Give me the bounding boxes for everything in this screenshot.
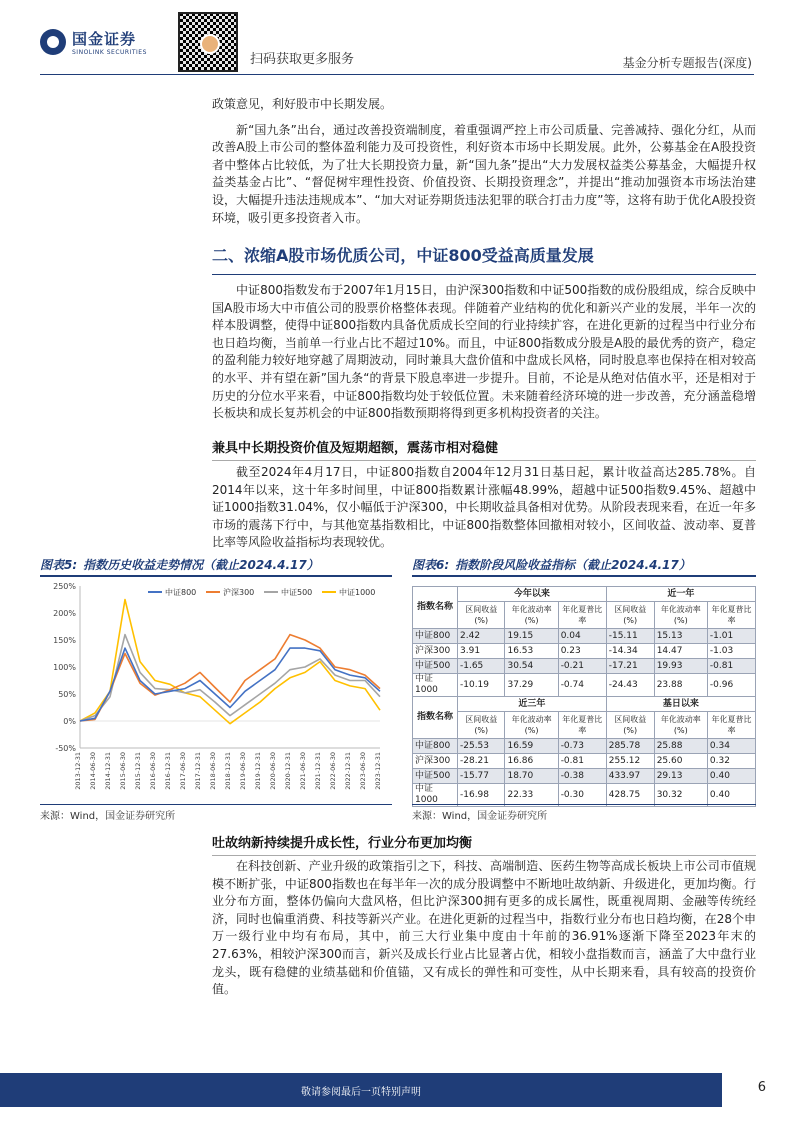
- value-cell: 285.78: [606, 739, 654, 754]
- x-tick-label: 2023-06-30: [359, 752, 367, 790]
- index-name-cell: 中证1000: [413, 784, 458, 807]
- subsection-1-text-block: [212, 464, 756, 552]
- x-tick-label: 2017-06-30: [179, 752, 187, 790]
- value-cell: 37.29: [505, 674, 558, 697]
- header-divider: [40, 74, 754, 75]
- value-cell: -0.30: [558, 784, 606, 807]
- value-cell: 428.75: [606, 784, 654, 807]
- page-header: [0, 0, 794, 80]
- x-tick-label: 2018-06-30: [209, 752, 217, 790]
- value-cell: 0.32: [707, 754, 755, 769]
- value-cell: 16.53: [505, 644, 558, 659]
- page-number: 6: [757, 1080, 766, 1095]
- x-tick-label: 2020-06-30: [269, 752, 277, 790]
- series-line-中证800: [80, 648, 380, 721]
- table-column-header-row: [413, 712, 756, 739]
- value-cell: -0.38: [558, 769, 606, 784]
- value-cell: -14.34: [606, 644, 654, 659]
- column-header-volatility: 年化波动率(%): [654, 602, 707, 629]
- value-cell: 19.15: [505, 629, 558, 644]
- index-name-header: 指数名称: [413, 697, 458, 739]
- column-header-return: 区间收益(%): [606, 712, 654, 739]
- x-tick-label: 2022-12-31: [344, 752, 352, 790]
- value-cell: 0.23: [558, 644, 606, 659]
- x-tick-label: 2021-06-30: [299, 752, 307, 790]
- report-type-label: 基金分析专题报告(深度): [622, 56, 752, 70]
- table-row: [413, 739, 756, 754]
- section-heading: [212, 236, 756, 275]
- index-return-chart: [40, 578, 392, 800]
- value-cell: -28.21: [458, 754, 505, 769]
- index-name-cell: 中证500: [413, 659, 458, 674]
- value-cell: 22.33: [505, 784, 558, 807]
- intro-text-block: [212, 96, 756, 227]
- value-cell: -16.98: [458, 784, 505, 807]
- value-cell: -0.81: [558, 754, 606, 769]
- x-tick-label: 2016-12-31: [164, 752, 172, 790]
- value-cell: -17.21: [606, 659, 654, 674]
- x-tick-label: 2014-06-30: [89, 752, 97, 790]
- value-cell: 2.42: [458, 629, 505, 644]
- value-cell: -0.96: [707, 674, 755, 697]
- x-tick-label: 2019-06-30: [239, 752, 247, 790]
- column-header-return: 区间收益(%): [458, 712, 505, 739]
- legend-label: 中证500: [281, 588, 313, 597]
- value-cell: 30.54: [505, 659, 558, 674]
- value-cell: -0.81: [707, 659, 755, 674]
- legend-label: 沪深300: [223, 588, 255, 597]
- table-row: [413, 659, 756, 674]
- subsection-2-paragraph: 在科技创新、产业升级的政策指引之下，科技、高端制造、医药生物等高成长板块上市公司市值规模不断扩张，中证800指数也在每半年一次的成分股调整中不断地吐故纳新、升级进化，更加均衡。行业分布方面，整体仍偏向大盘风格，但比沪深300拥有更多的成长属性，既重视周期、金融等传统经济，同时也偏重消费、科技等新兴产业。在进化更新的过程当中，指数行业分布也日趋均衡，在28个申万一级行业中均有布局，其中，前三大行业集中度由十年前的36.91%逐渐下降至2023年末的27.63%，相较沪深300而言，新兴及成长行业占比显著占优，相较小盘指数而言，涵盖了大中盘行业龙头，既有稳健的业绩基础和价值锚，又有成长的弹性和可变性，从中长期来看，具有较高的投资价值。: [212, 859, 756, 997]
- intro-paragraph-1: 政策意见，利好股市中长期发展。: [212, 97, 393, 111]
- subsection-2-text-block: [212, 858, 756, 999]
- x-tick-label: 2015-06-30: [119, 752, 127, 790]
- x-tick-label: 2019-12-31: [254, 752, 262, 790]
- column-header-volatility: 年化波动率(%): [505, 712, 558, 739]
- figure-6-caption: [412, 556, 756, 577]
- index-name-cell: 沪深300: [413, 644, 458, 659]
- value-cell: -0.73: [558, 739, 606, 754]
- table-row: [413, 674, 756, 697]
- value-cell: -15.11: [606, 629, 654, 644]
- section-heading-text: 二、浓缩A股市场优质公司，中证800受益高质量发展: [212, 246, 594, 265]
- value-cell: 0.40: [707, 784, 755, 807]
- table-row: [413, 644, 756, 659]
- table-period-header-row: [413, 697, 756, 712]
- value-cell: -0.21: [558, 659, 606, 674]
- column-header-sharpe: 年化夏普比率: [707, 602, 755, 629]
- value-cell: 25.60: [654, 754, 707, 769]
- index-name-cell: 沪深300: [413, 754, 458, 769]
- footer-disclaimer[interactable]: 敬请参阅最后一页特别声明: [301, 1087, 421, 1098]
- value-cell: -1.01: [707, 629, 755, 644]
- legend-label: 中证800: [165, 588, 197, 597]
- x-tick-label: 2020-12-31: [284, 752, 292, 790]
- figure-6-label: 图表6:: [412, 558, 450, 572]
- value-cell: -0.74: [558, 674, 606, 697]
- value-cell: 29.13: [654, 769, 707, 784]
- index-name-cell: 中证800: [413, 739, 458, 754]
- column-header-volatility: 年化波动率(%): [654, 712, 707, 739]
- subsection-1-paragraph: 截至2024年4月17日，中证800指数自2004年12月31日基日起，累计收益高达285.78%。自2014年以来，这十年多时间里，中证800指数累计涨幅48.99%，超越中证500指数9.45%、超越中证1000指数31.04%，仅小幅低于沪深300，中长期收益具备相对优势。从阶段表现来看，在近一年多市场的震荡下行中，与其他宽基指数相比，中证800指数整体回撤相对较小，区间收益、波动率、夏普比率等风险收益指标均表现较优。: [212, 465, 756, 550]
- value-cell: 0.40: [707, 769, 755, 784]
- value-cell: 15.13: [654, 629, 707, 644]
- figure-6-title: 指数阶段风险收益指标（截止2024.4.17）: [455, 558, 691, 572]
- value-cell: 255.12: [606, 754, 654, 769]
- table-period-header-row: [413, 587, 756, 602]
- figure-5-title: 指数历史收益走势情况（截止2024.4.17）: [83, 558, 319, 572]
- table-row: [413, 769, 756, 784]
- figure-5-source: 来源：Wind，国金证券研究所: [40, 811, 176, 822]
- value-cell: 0.34: [707, 739, 755, 754]
- index-name-header: 指数名称: [413, 587, 458, 629]
- index-name-cell: 中证500: [413, 769, 458, 784]
- value-cell: 30.32: [654, 784, 707, 807]
- y-tick-label: 0%: [63, 717, 76, 726]
- value-cell: -25.53: [458, 739, 505, 754]
- company-logo: [40, 28, 147, 56]
- x-tick-label: 2022-06-30: [329, 752, 337, 790]
- value-cell: 18.70: [505, 769, 558, 784]
- column-header-volatility: 年化波动率(%): [505, 602, 558, 629]
- index-return-chart-svg: [40, 578, 392, 800]
- value-cell: 25.88: [654, 739, 707, 754]
- logo-english-name: SINOLINK SECURITIES: [72, 49, 147, 56]
- column-header-sharpe: 年化夏普比率: [707, 712, 755, 739]
- value-cell: -1.65: [458, 659, 505, 674]
- value-cell: 0.04: [558, 629, 606, 644]
- column-header-sharpe: 年化夏普比率: [558, 602, 606, 629]
- scan-for-service-text: 扫码获取更多服务: [250, 52, 355, 67]
- y-tick-label: -50%: [55, 744, 76, 753]
- table-row: [413, 629, 756, 644]
- value-cell: -15.77: [458, 769, 505, 784]
- index-name-cell: 中证800: [413, 629, 458, 644]
- period-header: 近三年: [458, 697, 607, 712]
- period-header: 基日以来: [606, 697, 755, 712]
- section-paragraph: 中证800指数发布于2007年1月15日，由沪深300指数和中证500指数的成份股组成，综合反映中国A股市场大中市值公司的股票价格整体表现。伴随着产业结构的优化和新兴产业的发展，半年一次的样本股调整，使得中证800指数内具备优质成长空间的行业持续扩容，在进化更新的过程当中行业分布也日趋均衡，当前单一行业占比不超过10%。而且，中证800指数成分股是A股的最优秀的资产，稳定的盈利能力较好地穿越了周期波动，同时兼具大盘价值和中盘成长风格，同时股息率也保持在相对较高的水平、并有望在新”国九条“的背景下股息率进一步提升。目前，不论是从绝对估值水平，还是相对于历史的分位水平来看，中证800指数均处于较低位置。未来随着经济环境的进一步改善，充分涵盖稳增长板块和成长复苏机会的中证800指数预期将得到更多机构投资者的关注。: [212, 283, 756, 421]
- qr-code-icon[interactable]: [178, 12, 238, 72]
- x-tick-label: 2018-12-31: [224, 752, 232, 790]
- x-tick-label: 2017-12-31: [194, 752, 202, 790]
- figure-5-source-divider: [40, 804, 392, 805]
- x-tick-label: 2016-06-30: [149, 752, 157, 790]
- value-cell: 16.86: [505, 754, 558, 769]
- table-row: [413, 754, 756, 769]
- x-tick-label: 2023-12-31: [374, 752, 382, 790]
- logo-chinese-name: 国金证券: [72, 30, 137, 48]
- x-tick-label: 2014-12-31: [104, 752, 112, 790]
- figure-6-source: 来源：Wind，国金证券研究所: [412, 811, 548, 822]
- value-cell: 16.59: [505, 739, 558, 754]
- column-header-return: 区间收益(%): [458, 602, 505, 629]
- period-header: 近一年: [606, 587, 755, 602]
- series-line-中证1000: [80, 600, 380, 724]
- figure-6-source-divider: [412, 804, 756, 805]
- column-header-return: 区间收益(%): [606, 602, 654, 629]
- value-cell: 433.97: [606, 769, 654, 784]
- index-name-cell: 中证1000: [413, 674, 458, 697]
- value-cell: -1.03: [707, 644, 755, 659]
- legend-label: 中证1000: [339, 588, 376, 597]
- table-column-header-row: [413, 602, 756, 629]
- y-tick-label: 150%: [53, 636, 76, 645]
- x-tick-label: 2015-12-31: [134, 752, 142, 790]
- subheading-value-and-excess: 兼具中长期投资价值及短期超额，震荡市相对稳健: [212, 437, 756, 461]
- y-tick-label: 100%: [53, 663, 76, 672]
- column-header-sharpe: 年化夏普比率: [558, 712, 606, 739]
- value-cell: -10.19: [458, 674, 505, 697]
- y-tick-label: 200%: [53, 609, 76, 618]
- logo-mark-icon: [40, 29, 66, 55]
- risk-return-table: [412, 586, 756, 807]
- value-cell: 14.47: [654, 644, 707, 659]
- section-text-block: [212, 282, 756, 423]
- subheading-growth-and-balance: 吐故纳新持续提升成长性，行业分布更加均衡: [212, 832, 756, 856]
- period-header: 今年以来: [458, 587, 607, 602]
- intro-paragraph-2: 新“国九条”出台，通过改善投资端制度，着重强调严控上市公司质量、完善减持、强化分红，从而改善A股上市公司的整体盈利能力及可投资性，利好资本市场中长期发展。此外，公募基金在A股投资者中整体占比较低，为了壮大长期投资力量，新“国九条”提出“大力发展权益类公募基金，大幅提升权益类基金占比”、“督促树牢理性投资、价值投资、长期投资理念”，并提出“推动加强资本市场法治建设，大幅提升违法违规成本”、“加大对证券期货违法犯罪的联合打击力度”等，这将有助于优化A股投资环境，吸引更多投资者入市。: [212, 122, 757, 225]
- x-tick-label: 2013-12-31: [74, 752, 82, 790]
- value-cell: -24.43: [606, 674, 654, 697]
- value-cell: 3.91: [458, 644, 505, 659]
- figure-5-caption: [40, 556, 392, 577]
- figure-5-label: 图表5:: [40, 558, 78, 572]
- y-tick-label: 50%: [58, 690, 76, 699]
- y-tick-label: 250%: [53, 582, 76, 591]
- x-tick-label: 2021-12-31: [314, 752, 322, 790]
- value-cell: 23.88: [654, 674, 707, 697]
- value-cell: 19.93: [654, 659, 707, 674]
